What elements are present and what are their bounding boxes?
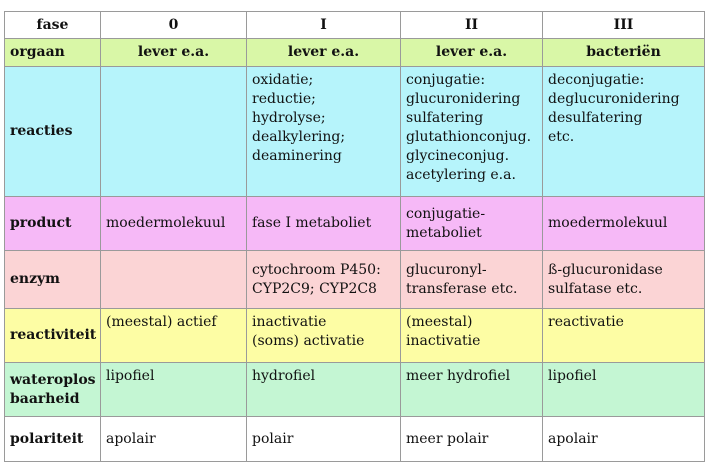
cell-product-phase-1	[247, 197, 401, 251]
cell-text-line: oxidatie;	[252, 72, 314, 88]
cell-enzym-phase-0	[101, 251, 247, 309]
cell-organ-phase-1	[247, 39, 401, 67]
cell-text-line: moedermolekuul	[548, 215, 668, 231]
cell-text-line: lever e.a.	[287, 44, 360, 60]
cell-text-line: lipofiel	[548, 368, 597, 384]
cell-text-line: inactivatie	[406, 333, 481, 349]
cell-text-line: cytochroom P450:	[252, 261, 381, 278]
cell-text-line: reactivatie	[548, 314, 624, 330]
cell-reacties-phase-1	[247, 67, 401, 197]
cell-text-line: glucuronidering	[406, 91, 521, 107]
cell-text-line: etc.	[548, 129, 575, 145]
cell-product-phase-0	[101, 197, 247, 251]
row-label-line: polariteit	[10, 430, 84, 447]
cell-text-line: glycineconjug.	[406, 148, 510, 164]
cell-reactiviteit-phase-3	[543, 309, 705, 363]
cell-text-line: hydrofiel	[252, 368, 316, 384]
cell-text-line: meer hydrofiel	[406, 368, 511, 384]
cell-text-line: deglucuronidering	[548, 91, 680, 107]
cell-text-line: dealkylering;	[252, 129, 346, 145]
cell-text-line: meer polair	[406, 430, 489, 447]
table-row-wateroplosbaarheid	[5, 363, 705, 417]
row-label-polariteit	[5, 417, 101, 462]
cell-text-line: lipofiel	[106, 368, 155, 384]
cell-text-line: lever e.a.	[137, 44, 210, 60]
header-cell-phase-3: III	[543, 12, 705, 39]
row-label-reactiviteit	[5, 309, 101, 363]
cell-enzym-phase-1	[247, 251, 401, 309]
cell-organ-phase-3	[543, 39, 705, 67]
cell-text-line: sulfatering	[406, 110, 484, 126]
cell-text-line: reductie;	[252, 91, 316, 107]
cell-text-line: metaboliet	[406, 224, 482, 241]
cell-reactiviteit-phase-1	[247, 309, 401, 363]
cell-wateroplosbaarheid-phase-2	[401, 363, 543, 417]
cell-text-line: (meestal) actief	[106, 314, 217, 330]
cell-reactiviteit-phase-0	[101, 309, 247, 363]
row-label-line: reacties	[10, 123, 73, 139]
cell-wateroplosbaarheid-phase-3	[543, 363, 705, 417]
cell-text-line: deaminering	[252, 148, 342, 164]
cell-text-line: bacteriën	[586, 44, 661, 60]
cell-text-line: desulfatering	[548, 110, 643, 126]
row-label-line: baarheid	[10, 390, 80, 407]
cell-text-line: polair	[252, 430, 294, 447]
cell-text-line: transferase etc.	[406, 280, 518, 297]
row-label-organ	[5, 39, 101, 67]
cell-product-phase-2	[401, 197, 543, 251]
cell-polariteit-phase-2	[401, 417, 543, 462]
cell-text-line: deconjugatie:	[548, 72, 645, 88]
cell-text-line: (soms) activatie	[252, 333, 365, 349]
cell-text-line: hydrolyse;	[252, 110, 326, 126]
table-row-reactiviteit	[5, 309, 705, 363]
row-label-line: wateroplos	[10, 371, 96, 388]
row-label-enzym	[5, 251, 101, 309]
row-label-line: enzym	[10, 271, 60, 287]
table-row-organ	[5, 39, 705, 67]
cell-wateroplosbaarheid-phase-1	[247, 363, 401, 417]
table-row-product	[5, 197, 705, 251]
cell-reacties-phase-2	[401, 67, 543, 197]
cell-organ-phase-2	[401, 39, 543, 67]
cell-wateroplosbaarheid-phase-0	[101, 363, 247, 417]
cell-text-line: (meestal)	[406, 314, 473, 330]
cell-text-line: apolair	[548, 430, 598, 447]
cell-text-line: glutathionconjug.	[406, 129, 532, 145]
table-row-enzym	[5, 251, 705, 309]
header-cell-fase: fase	[5, 12, 101, 39]
cell-polariteit-phase-3	[543, 417, 705, 462]
header-cell-phase-1: I	[247, 12, 401, 39]
header-cell-phase-2: II	[401, 12, 543, 39]
metabolism-phases-table	[4, 11, 705, 462]
cell-enzym-phase-3	[543, 251, 705, 309]
row-label-line: orgaan	[10, 44, 65, 60]
header-row	[5, 12, 705, 39]
table-row-polariteit	[5, 417, 705, 462]
table-row-reacties	[5, 67, 705, 197]
row-label-wateroplosbaarheid	[5, 363, 101, 417]
cell-enzym-phase-2	[401, 251, 543, 309]
cell-text-line: CYP2C9; CYP2C8	[252, 280, 377, 297]
cell-text-line: fase I metaboliet	[252, 215, 372, 231]
cell-text-line: inactivatie	[252, 314, 327, 330]
cell-reacties-phase-0	[101, 67, 247, 197]
row-label-line: product	[10, 215, 72, 231]
cell-reacties-phase-3	[543, 67, 705, 197]
row-label-line: reactiviteit	[10, 327, 97, 343]
cell-polariteit-phase-0	[101, 417, 247, 462]
cell-organ-phase-0	[101, 39, 247, 67]
cell-polariteit-phase-1	[247, 417, 401, 462]
cell-reactiviteit-phase-2	[401, 309, 543, 363]
cell-text-line: ß-glucuronidase	[548, 261, 663, 278]
cell-text-line: conjugatie:	[406, 72, 486, 88]
cell-text-line: moedermolekuul	[106, 215, 226, 231]
cell-text-line: lever e.a.	[435, 44, 508, 60]
cell-text-line: sulfatase etc.	[548, 280, 643, 297]
cell-text-line: conjugatie-	[406, 205, 486, 222]
cell-text-line: glucuronyl-	[406, 261, 487, 278]
header-cell-phase-0: 0	[101, 12, 247, 39]
cell-text-line: acetylering e.a.	[406, 167, 516, 183]
row-label-reacties	[5, 67, 101, 197]
row-label-product	[5, 197, 101, 251]
cell-product-phase-3	[543, 197, 705, 251]
cell-text-line: apolair	[106, 430, 156, 447]
